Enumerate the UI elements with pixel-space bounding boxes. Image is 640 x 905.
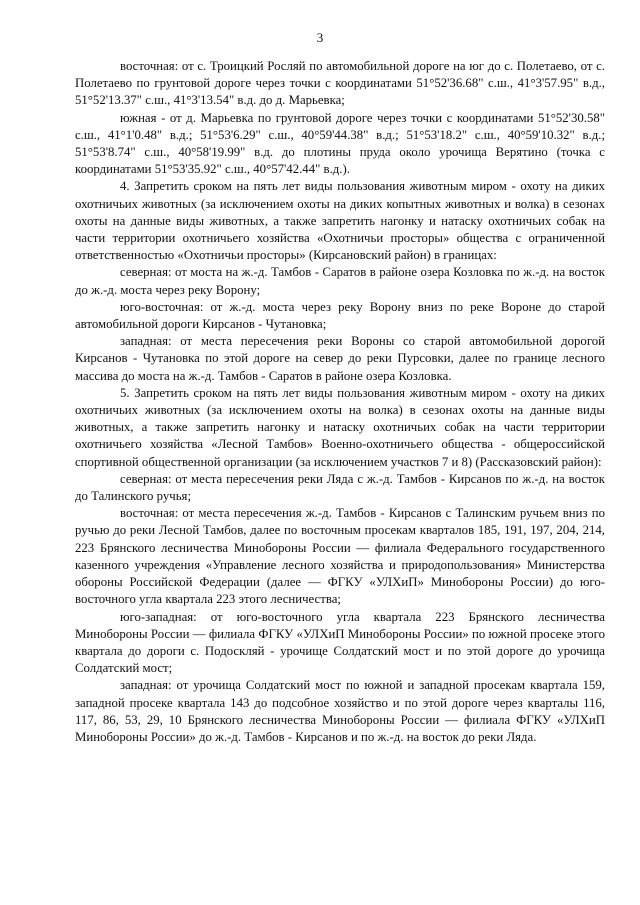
- document-body: [75, 58, 605, 746]
- paragraph-east-boundary-1: восточная: от с. Троицкий Росляй по автомобильной дороге на юг до с. Полетаево, от с. Полетаево по грунтовой дороге через точки с координатами 51°52'36.68" с.ш., 41°3'57.95" в.д., 51°52'13.37" с.ш., 41°3'13.54" в.д. до д. Марьевка;: [75, 59, 605, 108]
- paragraph-west-boundary-2: западная: от места пересечения реки Вороны со старой автомобильной дорогой Кирсанов - Чутановка по этой дороге на север до реки Пурсовки, далее по границе лесного массива до моста на ж.-д. Тамбов - Саратов в районе озера Козловка.: [75, 334, 605, 383]
- paragraph-southwest-boundary-3: юго-западная: от юго-восточного угла квартала 223 Брянского лесничества Минобороны России — филиала ФГКУ «УЛХиП Минобороны России» по южной просеке этого квартала до дороги с. Подоскляй - урочище Солдатский мост и по этой дороге до урочища Солдатский мост;: [75, 609, 605, 676]
- paragraph-southeast-boundary-2: юго-восточная: от ж.-д. моста через реку Ворону вниз по реке Вороне до старой автомобильной дороги Кирсанов - Чутановка;: [75, 299, 605, 332]
- paragraph-west-boundary-3: западная: от урочища Солдатский мост по южной и западной просекам квартала 159, западной просеке квартала 143 до подсобное хозяйство и по этой дороге через кварталы 116, 117, 86, 53, 29, 10 Брянского лесничества Минобороны России — филиала ФГКУ «УЛХиП Минобороны России» до ж.-д. Тамбов - Кирсанов и по ж.-д. на восток до реки Ляда.: [75, 678, 605, 744]
- paragraph-north-boundary-2: северная: от моста на ж.-д. Тамбов - Саратов в районе озера Козловка по ж.-д. на восток до ж.-д. моста через реку Ворону;: [75, 265, 605, 297]
- page-number: 3: [316, 30, 324, 45]
- paragraph-south-boundary-1: южная - от д. Марьевка по грунтовой дороге через точки с координатами 51°52'30.58" с.ш., 41°1'0.48" в.д.; 51°53'6.29" с.ш., 40°59'44.38" в.д.; 51°53'18.2" с.ш., 40°59'10.32" в.д.; 51°53'8.74" с.ш., 40°58'19.99" в.д. до плотины пруда около урочища Верятино (точка с координатами 51°53'35.92" с.ш., 40°57'42.44" в.д.).: [75, 110, 605, 177]
- paragraph-item-5: 5. Запретить сроком на пять лет виды пользования животным миром - охоту на диких охотничьих животных (за исключением охоты на волка) в сезонах охоты на данные виды животных, а также запретить нагонку и натаску охотничьих собак на части территории охотничьего хозяйства «Лесной Тамбов» Военно-охотничьего общества - общероссийской спортивной общественной организации (за исключением участков 7 и 8) (Рассказовский район):: [75, 385, 605, 469]
- paragraph-north-boundary-3: северная: от места пересечения реки Ляда с ж.-д. Тамбов - Кирсанов по ж.-д. на восток до Талинского ручья;: [75, 471, 605, 504]
- paragraph-east-boundary-3: восточная: от места пересечения ж.-д. Тамбов - Кирсанов с Талинским ручьем вниз по ручью до реки Лесной Тамбов, далее по восточным просекам кварталов 185, 191, 197, 204, 214, 223 Брянского лесничества Минобороны России — филиала Федерального государственного казенного учреждения «Управление лесного хозяйства и природопользования» Министерства обороны Российской Федерации (далее — ФГКУ «УЛХиП» Минобороны России) до юго-восточного угла квартала 223 этого лесничества;: [75, 506, 605, 607]
- paragraph-item-4: 4. Запретить сроком на пять лет виды пользования животным миром - охоту на диких охотничьих животных (за исключением охоты на диких копытных животных и волка) в сезонах охоты на данные виды животных, а также запретить нагонку и натаску охотничьих собак на части территории охотничьего хозяйства «Охотничьи просторы» общества с ограниченной ответственностью «Охотничьи просторы» (Кирсановский район) в границах:: [75, 179, 605, 263]
